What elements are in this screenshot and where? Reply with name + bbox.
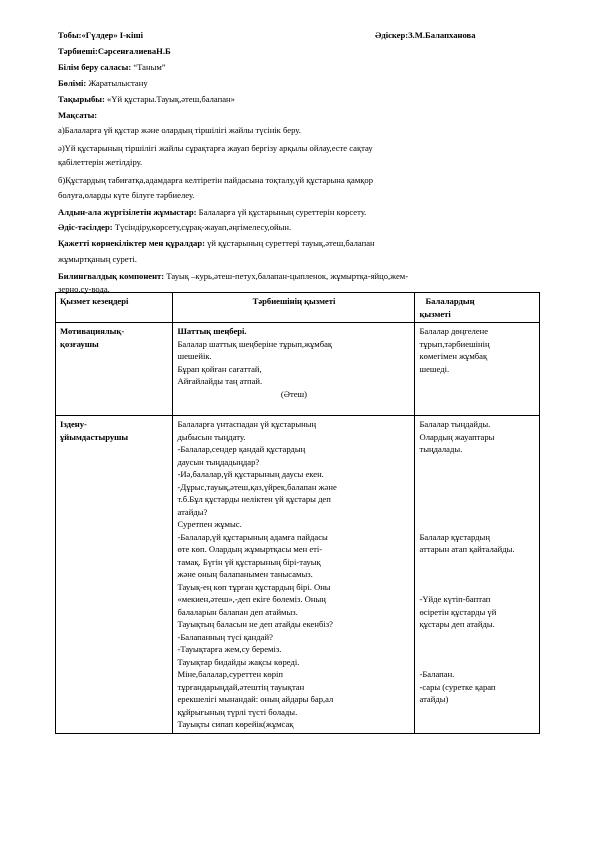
cell-text: тұрып,тәрбиешінің [419,338,490,349]
teacher-label: Тәрбиеші:СәрсенғалиеваН.Б [58,46,171,56]
cell-text: балаларын балапан деп атаймыз. [177,606,298,617]
cell-text: -Балапанның түсі қандай? [177,631,273,642]
table-row [56,323,540,416]
teacher-cell [173,323,415,416]
table-header-row [56,293,540,323]
cell-text: шешейік. [177,351,212,361]
cell-text: Тауық-ең көп тұрған құстардың бірі. Оны [177,581,331,592]
cell-text: дыбысын тыңдату. [177,431,246,442]
teacher-cell [173,416,415,734]
cell-text: қозғаушы [60,338,99,349]
cell-text: Тауықтар бидайды жақсы көреді. [177,656,300,667]
cell-text: Іздену- [60,419,87,429]
cell-text: тыңдалады. [419,444,463,454]
cell-text: -Балалар,сендер қандай құстардың [177,444,306,454]
cell-text: -сары (суретке қарап [419,681,496,692]
intro-line: жұмыртқаның суреті. [58,254,137,264]
cell-text: -Иә,балалар,үй құстарының даусы екен. [177,469,324,479]
intro-line: Бөлімі: Жаратылыстану [58,78,148,88]
cell-text: Суретпен жұмыс. [177,519,242,529]
cell-text: «мекиен,әтеш»,-деп екіге бөлеміз. Оның [177,594,326,604]
intro-line: қабілеттерін жетілдіру. [58,157,143,167]
cell-text: Тауықтың баласын не деп атайды екенбіз? [177,619,333,629]
cell-text: Балалар шаттық шеңберіне тұрып,жұмбақ [177,338,333,349]
cell-text: -Тауықтарға жем,су береміз. [177,644,282,654]
cell-text: Айғайлайды таң атпай. [177,376,263,386]
cell-text: -Үйде күтіп-баптап [419,594,491,604]
cell-text: тұрғандарыңдай,әтештің тауықтан [177,681,305,692]
cell-text: Балаларға үнтаспадан үй құстарының [177,419,317,429]
cell-text: т.б.Бұл құстарды неліктен үй құстары деп [177,494,331,504]
intro-line: Мақсаты: [58,110,98,120]
children-cell [415,323,540,416]
cell-text: Шаттық шеңбері. [177,326,247,336]
stage-cell [56,416,173,734]
cell-text: ұйымдастырушы [60,431,129,442]
intro-line: Қажетті көрнекіліктер мен құралдар: үй құстарының суреттері тауық,әтеш,балапан [58,238,375,248]
cell-text: -Балапан. [419,669,455,679]
intro-line: а)Балаларға үй құстар және олардың тіршілігі жайлы түсінік беру. [58,125,301,135]
cell-text: Міне,балалар,суреттен көріп [177,669,284,679]
cell-text: ерекшелігі мынандай: оның айдары бар,ал [177,694,334,704]
cell-text: тамақ. Бүгін үй құстарының бірі-тауық [177,556,321,567]
table-row [56,416,540,734]
header-cell-teacher: Тәрбиешінің қызметі [173,293,415,323]
methodist-label: Әдіскер:З.М.Балапханова [375,30,476,40]
cell-text: шешеді. [419,363,450,374]
cell-text: өте көп. Олардың жұмыртқасы мен еті- [177,544,323,554]
cell-text: өсіретін құстарды үй [419,606,497,617]
cell-text: атайды? [177,506,208,517]
children-cell [415,416,540,734]
cell-text: -Дұрыс,тауық,әтеш,қаз,үйрек,балапан және [177,481,337,492]
intro-line: Тақырыбы: «Үй құстары.Тауық,әтеш,балапан» [58,94,235,104]
intro-line: Билингвалдық компонент: Тауық –курь,әтеш-петух,балапан-цыпленок, жұмыртқа-яйцо,жем- [58,271,409,281]
cell-text: Балалардың [425,296,475,306]
cell-text: құйрығының түрлі түсті болады. [177,706,298,717]
cell-text: Тауықты сипап көрейік(жұмсақ [177,719,294,729]
group-label: Тобы:«Гүлдер» І-кіші [58,30,143,40]
intro-line: б)Құстардың табиғатқа,адамдарға келтіретін пайдасына тоқталу,үй құстарына қамқор [58,175,374,185]
cell-text: Балалар тыңдайды. [419,419,491,429]
intro-line: Әдіс-тәсілдер: Түсіндіру,көрсету,сұрақ-жауап,әңгімелесу,ойын. [58,222,292,232]
intro-line: Алдын-ала жүргізілетін жұмыстар: Балаларға үй құстарының суреттерін көрсету. [58,207,367,217]
cell-text: және оның балапанымен танысамыз. [177,569,313,579]
intro-line: зерно,су-вода. [58,284,110,294]
riddle-answer: (Әтеш) [280,388,308,399]
cell-text: Балалар құстардың [419,531,490,542]
cell-text: қызметі [419,308,451,319]
cell-text: атайды) [419,694,449,704]
header-cell-children [415,293,540,323]
cell-text: -Балалар,үй құстарының адамға пайдасы [177,531,328,542]
lesson-table [55,292,540,734]
cell-text: Мотивациялық- [60,326,125,336]
cell-text: Балалар дөңгелене [419,326,489,336]
cell-text: көмегімен жұмбақ [419,351,488,361]
cell-text: құстары деп атайды. [419,619,495,629]
intro-line: Білім беру саласы: “Таным” [58,62,166,72]
cell-text: даусын тыңдадыңдар? [177,456,260,467]
cell-text: Бұрап қойған сағаттай, [177,363,262,374]
cell-text: аттарын атап қайталайды. [419,544,515,554]
stage-cell [56,323,173,416]
intro-line: болуға,оларды күте білуге тәрбиелеу. [58,190,195,200]
intro-line: ә)Үй құстарының тіршілігі жайлы сұрақтарға жауап бергізу арқылы ойлау,есте сақтау [58,143,373,153]
cell-text: Олардың жауаптары [419,431,495,442]
header-cell-stage: Қызмет кезеңдері [56,293,173,323]
